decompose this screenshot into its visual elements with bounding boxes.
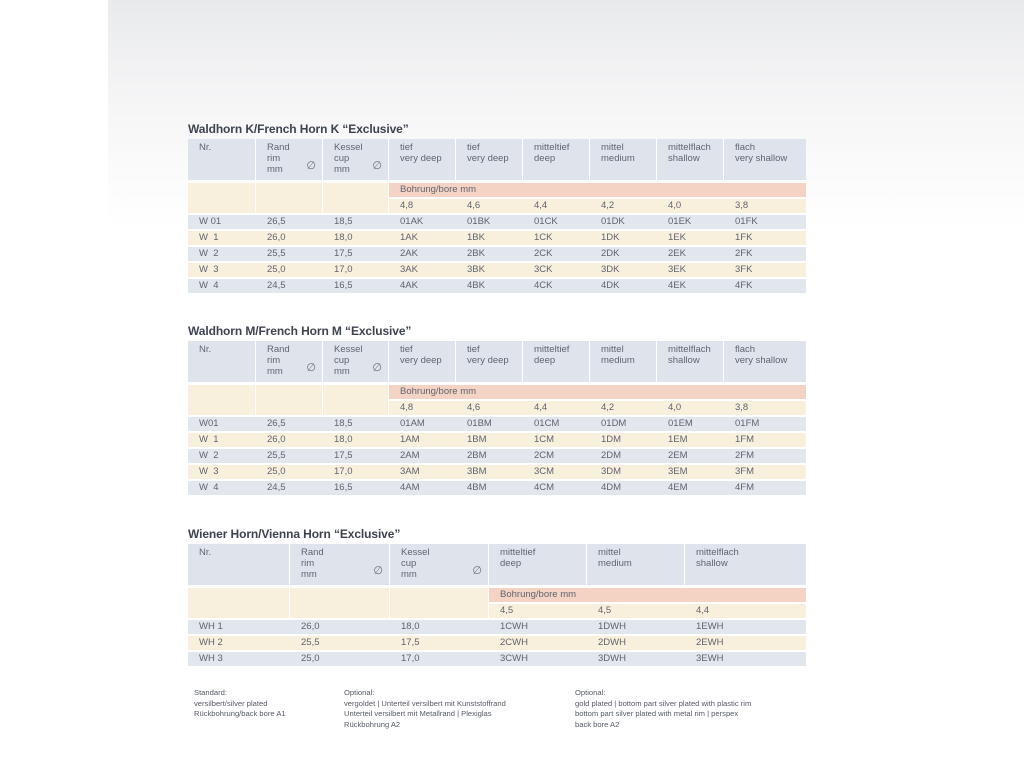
bore-value: 4,8 <box>400 200 414 211</box>
table-cell: 17,0 <box>334 264 353 275</box>
table-cell: 2DWH <box>598 637 626 648</box>
table-cell: 17,5 <box>401 637 420 648</box>
footer-line: versilbert/silver plated <box>194 698 268 708</box>
table-row <box>188 652 806 666</box>
table-cell: W01 <box>199 418 219 429</box>
table-cell: W 3 <box>199 264 219 275</box>
table-cell: 25,5 <box>267 450 286 461</box>
table-cell: W 1 <box>199 232 219 243</box>
footer-line: back bore A2 <box>575 719 620 729</box>
table-cell: 18,0 <box>334 232 353 243</box>
table-cell: 1BM <box>467 434 487 445</box>
bore-value: 4,4 <box>696 605 710 616</box>
table-cell: 3DWH <box>598 653 626 664</box>
table-cell: 2EK <box>668 248 686 259</box>
bore-value: 4,8 <box>400 402 414 413</box>
header-line: shallow <box>668 153 700 164</box>
table-row <box>188 636 806 650</box>
table-cell: 3EWH <box>696 653 724 664</box>
table-cell: 2DM <box>601 450 622 461</box>
header-cell <box>489 544 587 585</box>
table-cell: 01CK <box>534 216 558 227</box>
header-cell <box>587 544 685 585</box>
table-cell: 1CWH <box>500 621 528 632</box>
header-cell <box>390 544 489 585</box>
bore-value: 4,5 <box>598 605 612 616</box>
header-line: tief <box>400 344 413 355</box>
bore-value: 4,6 <box>467 402 481 413</box>
table-cell: 1CK <box>534 232 553 243</box>
footer-line: bottom part silver plated with metal rim | perspex <box>575 709 739 718</box>
header-line: cup <box>401 558 417 569</box>
table-cell: 01BM <box>467 418 492 429</box>
header-line: mm <box>301 569 317 580</box>
table-cell: 18,0 <box>334 434 353 445</box>
table-cell: 3EK <box>668 264 686 275</box>
bore-row-blank <box>390 588 489 618</box>
header-cell <box>188 139 256 180</box>
header-line: cup <box>334 355 350 366</box>
header-line: very shallow <box>735 153 788 164</box>
table-cell: 2EWH <box>696 637 724 648</box>
header-line: rim <box>301 558 315 569</box>
table-row <box>188 481 806 495</box>
header-line: mittelflach <box>668 344 711 355</box>
table-cell: 24,5 <box>267 280 286 291</box>
bore-row-blank <box>290 588 390 618</box>
bore-row-blank <box>188 588 290 618</box>
table-cell: 3FM <box>735 466 754 477</box>
header-line: Nr. <box>199 344 212 355</box>
bore-value: 4,6 <box>467 200 481 211</box>
diameter-icon: ∅ <box>472 565 482 577</box>
table-row <box>188 417 806 431</box>
table-cell: 3CWH <box>500 653 528 664</box>
table-cell: 01EM <box>668 418 693 429</box>
header-line: mitteltief <box>534 344 570 355</box>
bore-group <box>489 588 806 618</box>
header-cell <box>290 544 390 585</box>
spec-table <box>188 341 806 495</box>
table-cell: 17,0 <box>401 653 420 664</box>
table-cell: 4BK <box>467 280 485 291</box>
header-line: cup <box>334 153 350 164</box>
header-line: mm <box>334 366 350 377</box>
header-line: flach <box>735 142 756 153</box>
header-line: very deep <box>467 153 509 164</box>
table-cell: 01FM <box>735 418 760 429</box>
bore-group <box>389 385 806 415</box>
header-line: shallow <box>668 355 700 366</box>
header-line: very shallow <box>735 355 788 366</box>
table-cell: 4CM <box>534 482 555 493</box>
table-cell: W 01 <box>199 216 222 227</box>
header-line: Rand <box>267 344 290 355</box>
table-cell: 1DM <box>601 434 622 445</box>
header-line: mittel <box>601 142 624 153</box>
header-cell <box>256 139 323 180</box>
table-cell: 25,0 <box>267 264 286 275</box>
table-cell: 01AM <box>400 418 425 429</box>
table-cell: 1FK <box>735 232 753 243</box>
table-cell: 2CM <box>534 450 555 461</box>
table-cell: 01EK <box>668 216 692 227</box>
footer-line: Rückbohrung A2 <box>344 719 401 729</box>
header-cell <box>724 341 806 382</box>
table-cell: 01CM <box>534 418 560 429</box>
header-line: Rand <box>267 142 290 153</box>
table-cell: 01AK <box>400 216 424 227</box>
bore-row <box>188 183 806 213</box>
footer-line: Optional: <box>575 688 606 697</box>
bore-value: 4,0 <box>668 402 682 413</box>
table-cell: W 4 <box>199 482 219 493</box>
header-line: Kessel <box>334 142 363 153</box>
diameter-icon: ∅ <box>372 160 382 172</box>
footer-line: Standard: <box>194 688 227 697</box>
table-cell: 4DK <box>601 280 620 291</box>
table-cell: 2CK <box>534 248 553 259</box>
bore-values <box>489 604 806 618</box>
table-cell: 4BM <box>467 482 487 493</box>
table-cell: 3DM <box>601 466 622 477</box>
header-line: mitteltief <box>534 142 570 153</box>
table-section-vienna-horn <box>188 524 806 668</box>
table-cell: 17,0 <box>334 466 353 477</box>
table-cell: 1FM <box>735 434 754 445</box>
header-line: rim <box>267 355 281 366</box>
header-line: rim <box>267 153 281 164</box>
table-cell: 3EM <box>668 466 688 477</box>
bore-row-blank <box>323 183 389 213</box>
header-line: flach <box>735 344 756 355</box>
header-line: mm <box>401 569 417 580</box>
table-cell: WH 3 <box>199 653 223 664</box>
table-cell: 1DWH <box>598 621 626 632</box>
table-cell: 4CK <box>534 280 553 291</box>
spec-table <box>188 139 806 293</box>
header-cell <box>523 341 590 382</box>
header-line: mm <box>267 366 283 377</box>
table-cell: 4DM <box>601 482 622 493</box>
header-line: mittel <box>598 547 621 558</box>
bore-row-blank <box>256 183 323 213</box>
table-cell: W 2 <box>199 450 219 461</box>
table-cell: 1CM <box>534 434 555 445</box>
table-row <box>188 215 806 229</box>
header-line: Rand <box>301 547 324 558</box>
bore-value: 4,2 <box>601 402 615 413</box>
table-cell: 01DM <box>601 418 627 429</box>
table-cell: 18,5 <box>334 216 353 227</box>
table-cell: W 1 <box>199 434 219 445</box>
header-line: shallow <box>696 558 728 569</box>
table-row <box>188 231 806 245</box>
table-cell: 3CM <box>534 466 555 477</box>
table-row <box>188 247 806 261</box>
table-cell: 2EM <box>668 450 688 461</box>
table-cell: 3BM <box>467 466 487 477</box>
header-line: mittelflach <box>696 547 739 558</box>
table-cell: 26,5 <box>267 418 286 429</box>
diameter-icon: ∅ <box>373 565 383 577</box>
table-header <box>188 341 806 382</box>
bore-group <box>389 183 806 213</box>
bore-value: 4,0 <box>668 200 682 211</box>
table-title: Waldhorn K/French Horn K “Exclusive” <box>188 122 409 136</box>
table-row <box>188 263 806 277</box>
table-cell: 3FK <box>735 264 753 275</box>
bore-value: 3,8 <box>735 402 749 413</box>
footer-line: Unterteil versilbert mit Metallrand | Plexiglas <box>344 709 492 718</box>
header-line: mitteltief <box>500 547 536 558</box>
table-cell: 2BM <box>467 450 487 461</box>
header-cell <box>188 544 290 585</box>
header-line: mm <box>267 164 283 175</box>
table-cell: 1AK <box>400 232 418 243</box>
footer-optional-english <box>575 688 751 730</box>
table-cell: 26,0 <box>267 232 286 243</box>
footer-line: Optional: <box>344 688 375 697</box>
table-cell: 25,5 <box>301 637 320 648</box>
header-cell <box>657 341 724 382</box>
table-cell: 25,0 <box>301 653 320 664</box>
header-line: mittelflach <box>668 142 711 153</box>
table-cell: W 2 <box>199 248 219 259</box>
table-cell: 3BK <box>467 264 485 275</box>
table-cell: 1DK <box>601 232 620 243</box>
table-cell: 4EK <box>668 280 686 291</box>
table-section-french-horn-k <box>188 119 806 295</box>
header-line: tief <box>467 344 480 355</box>
header-cell <box>188 341 256 382</box>
header-line: tief <box>400 142 413 153</box>
table-cell: 2FM <box>735 450 754 461</box>
table-cell: 1BK <box>467 232 485 243</box>
header-line: tief <box>467 142 480 153</box>
header-cell <box>590 139 657 180</box>
table-header <box>188 544 806 585</box>
bore-value: 4,4 <box>534 200 548 211</box>
bore-row-blank <box>323 385 389 415</box>
header-line: very deep <box>467 355 509 366</box>
table-row <box>188 449 806 463</box>
header-line: medium <box>601 153 635 164</box>
table-cell: 4AM <box>400 482 420 493</box>
diameter-icon: ∅ <box>306 160 316 172</box>
footer-line: gold plated | bottom part silver plated with plastic rim <box>575 698 752 708</box>
table-cell: 3AM <box>400 466 420 477</box>
header-line: mittel <box>601 344 624 355</box>
footer-standard <box>194 688 286 720</box>
table-cell: 1EWH <box>696 621 724 632</box>
table-cell: 2FK <box>735 248 753 259</box>
table-cell: 16,5 <box>334 280 353 291</box>
table-cell: 24,5 <box>267 482 286 493</box>
footer-line: Rückbohrung/back bore A1 <box>194 709 286 718</box>
header-line: deep <box>534 355 556 366</box>
header-cell <box>256 341 323 382</box>
table-row <box>188 433 806 447</box>
table-section-french-horn-m <box>188 321 806 497</box>
header-line: very deep <box>400 153 442 164</box>
header-cell <box>685 544 806 585</box>
table-cell: 16,5 <box>334 482 353 493</box>
bore-row-blank <box>188 183 256 213</box>
bore-label: Bohrung/bore mm <box>389 385 806 399</box>
table-cell: 4FM <box>735 482 754 493</box>
table-row <box>188 620 806 634</box>
header-cell <box>323 341 389 382</box>
table-cell: 3AK <box>400 264 418 275</box>
table-title: Waldhorn M/French Horn M “Exclusive” <box>188 324 412 338</box>
header-line: mm <box>334 164 350 175</box>
table-cell: 25,0 <box>267 466 286 477</box>
bore-value: 4,2 <box>601 200 615 211</box>
bore-value: 4,5 <box>500 605 514 616</box>
table-cell: 01FK <box>735 216 758 227</box>
header-line: medium <box>598 558 632 569</box>
table-cell: 2AK <box>400 248 418 259</box>
table-cell: 17,5 <box>334 248 353 259</box>
table-cell: 2DK <box>601 248 620 259</box>
table-cell: 18,5 <box>334 418 353 429</box>
table-cell: 26,0 <box>267 434 286 445</box>
header-line: Nr. <box>199 547 212 558</box>
header-cell <box>389 139 456 180</box>
footer-optional-german <box>344 688 506 730</box>
bore-label: Bohrung/bore mm <box>489 588 806 602</box>
table-header <box>188 139 806 180</box>
bore-row-blank <box>188 385 256 415</box>
table-cell: 26,5 <box>267 216 286 227</box>
table-cell: W 3 <box>199 466 219 477</box>
bore-value: 3,8 <box>735 200 749 211</box>
spec-table <box>188 544 806 666</box>
bore-row-blank <box>256 385 323 415</box>
header-line: deep <box>500 558 522 569</box>
header-line: medium <box>601 355 635 366</box>
header-cell <box>389 341 456 382</box>
header-cell <box>323 139 389 180</box>
header-cell <box>456 139 523 180</box>
table-cell: 4EM <box>668 482 688 493</box>
table-row <box>188 465 806 479</box>
header-cell <box>657 139 724 180</box>
table-cell: 2AM <box>400 450 420 461</box>
table-cell: 4FK <box>735 280 753 291</box>
table-cell: W 4 <box>199 280 219 291</box>
header-line: very deep <box>400 355 442 366</box>
header-line: deep <box>534 153 556 164</box>
bore-row <box>188 385 806 415</box>
bore-row <box>188 588 806 618</box>
header-cell <box>724 139 806 180</box>
bore-value: 4,4 <box>534 402 548 413</box>
table-cell: WH 1 <box>199 621 223 632</box>
table-cell: 4AK <box>400 280 418 291</box>
table-cell: 25,5 <box>267 248 286 259</box>
diameter-icon: ∅ <box>306 362 316 374</box>
header-line: Kessel <box>334 344 363 355</box>
table-title: Wiener Horn/Vienna Horn “Exclusive” <box>188 527 401 541</box>
header-cell <box>456 341 523 382</box>
table-cell: WH 2 <box>199 637 223 648</box>
table-cell: 3CK <box>534 264 553 275</box>
table-cell: 18,0 <box>401 621 420 632</box>
table-cell: 17,5 <box>334 450 353 461</box>
bore-values <box>389 199 806 213</box>
bore-label: Bohrung/bore mm <box>389 183 806 197</box>
diameter-icon: ∅ <box>372 362 382 374</box>
header-cell <box>590 341 657 382</box>
table-cell: 1EM <box>668 434 688 445</box>
table-cell: 1EK <box>668 232 686 243</box>
table-cell: 2BK <box>467 248 485 259</box>
table-row <box>188 279 806 293</box>
table-cell: 2CWH <box>500 637 528 648</box>
table-cell: 3DK <box>601 264 620 275</box>
header-line: Kessel <box>401 547 430 558</box>
bore-values <box>389 401 806 415</box>
header-cell <box>523 139 590 180</box>
header-line: Nr. <box>199 142 212 153</box>
table-cell: 01BK <box>467 216 491 227</box>
footer-line: vergoldet | Unterteil versilbert mit Kunststoffrand <box>344 698 506 708</box>
table-cell: 01DK <box>601 216 625 227</box>
table-cell: 26,0 <box>301 621 320 632</box>
table-cell: 1AM <box>400 434 420 445</box>
